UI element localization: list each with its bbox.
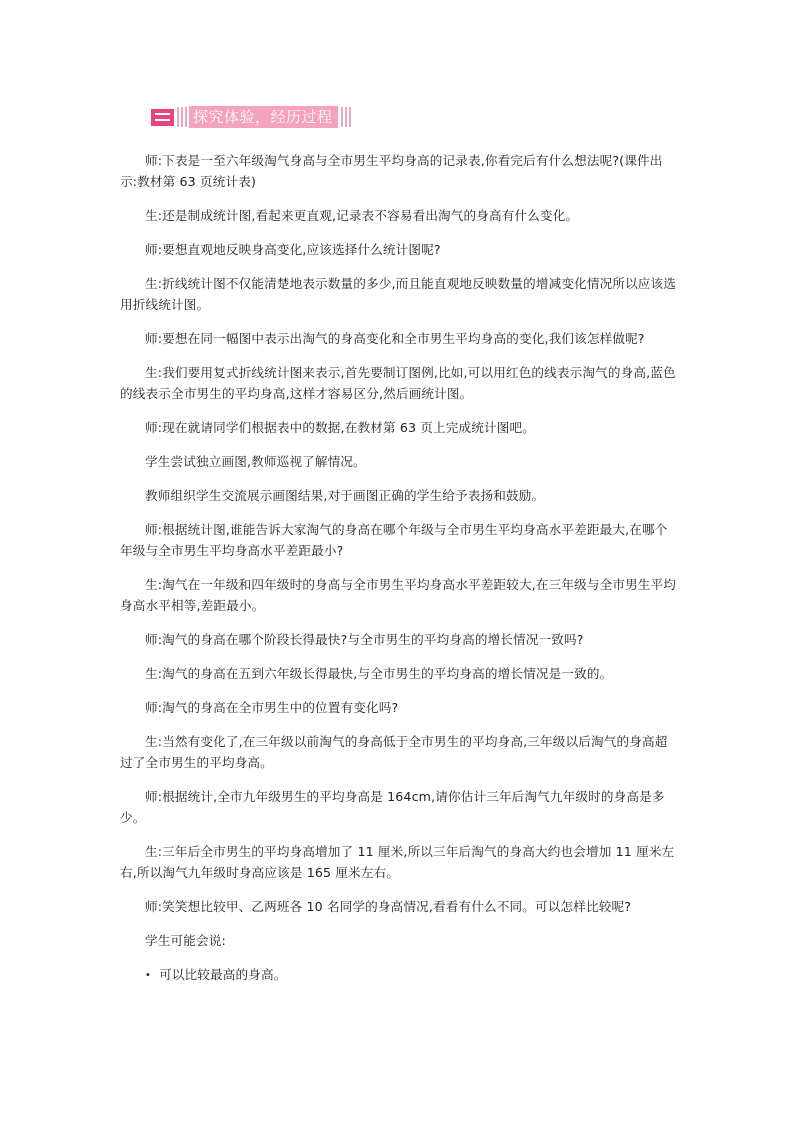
paragraph: 师:淘气的身高在哪个阶段长得最快?与全市男生的平均身高的增长情况一致吗? (145, 632, 584, 647)
section-number-two-icon (151, 109, 174, 126)
bullet-text: 可以比较最高的身高。 (159, 967, 287, 982)
lesson-body (120, 150, 678, 986)
paragraph: 师:根据统计图,谁能告诉大家淘气的身高在哪个年级与全市男生平均身高水平差距最大,在哪个年级与全市男生平均身高水平差距最小? (120, 522, 668, 558)
paragraph: 师:下表是一至六年级淘气身高与全市男生平均身高的记录表,你看完后有什么想法呢?(课件出示:教材第 63 页统计表) (120, 153, 663, 189)
paragraph: 生:当然有变化了,在三年级以前淘气的身高低于全市男生的平均身高,三年级以后淘气的身高超过了全市男生的平均身高。 (120, 734, 668, 770)
section-title: 探究体验，经历过程 (189, 106, 338, 128)
paragraph: 学生可能会说: (145, 933, 226, 948)
paragraph: 师:根据统计,全市九年级男生的平均身高是 164cm,请你估计三年后淘气九年级时的身高是多少。 (120, 789, 665, 825)
paragraph: 师:现在就请同学们根据表中的数据,在教材第 63 页上完成统计图吧。 (145, 420, 536, 435)
paragraph: 师:笑笑想比较甲、乙两班各 10 名同学的身高情况,看看有什么不同。可以怎样比较呢? (145, 899, 632, 914)
paragraph: 学生尝试独立画图,教师巡视了解情况。 (145, 454, 366, 469)
bullet-item (120, 964, 678, 986)
decorative-stripes-right (341, 106, 353, 128)
paragraph: 生:三年后全市男生的平均身高增加了 11 厘米,所以三年后淘气的身高大约也会增加 11 厘米左右,所以淘气九年级时身高应该是 165 厘米左右。 (120, 844, 675, 880)
paragraph: 生:淘气的身高在五到六年级长得最快,与全市男生的平均身高的增长情况是一致的。 (145, 666, 613, 681)
paragraph: 生:折线统计图不仅能清楚地表示数量的多少,而且能直观地反映数量的增减变化情况所以应该选用折线统计图。 (120, 276, 677, 312)
decorative-stripes-left (177, 106, 189, 128)
paragraph: 生:淘气在一年级和四年级时的身高与全市男生平均身高水平差距较大,在三年级与全市男生平均身高水平相等,差距最小。 (120, 577, 677, 613)
paragraph: 生:还是制成统计图,看起来更直观,记录表不容易看出淘气的身高有什么变化。 (145, 208, 579, 223)
paragraph: 师:淘气的身高在全市男生中的位置有变化吗? (145, 700, 399, 715)
paragraph: 教师组织学生交流展示画图结果,对于画图正确的学生给予表扬和鼓励。 (145, 488, 545, 503)
paragraph: 生:我们要用复式折线统计图来表示,首先要制订图例,比如,可以用红色的线表示淘气的身高,蓝色的线表示全市男生的平均身高,这样才容易区分,然后画统计图。 (120, 365, 676, 401)
paragraph: 师:要想直观地反映身高变化,应该选择什么统计图呢? (145, 242, 441, 257)
section-heading (151, 106, 353, 128)
paragraph: 师:要想在同一幅图中表示出淘气的身高变化和全市男生平均身高的变化,我们该怎样做呢? (145, 331, 645, 346)
bullet-icon: • (145, 970, 152, 981)
